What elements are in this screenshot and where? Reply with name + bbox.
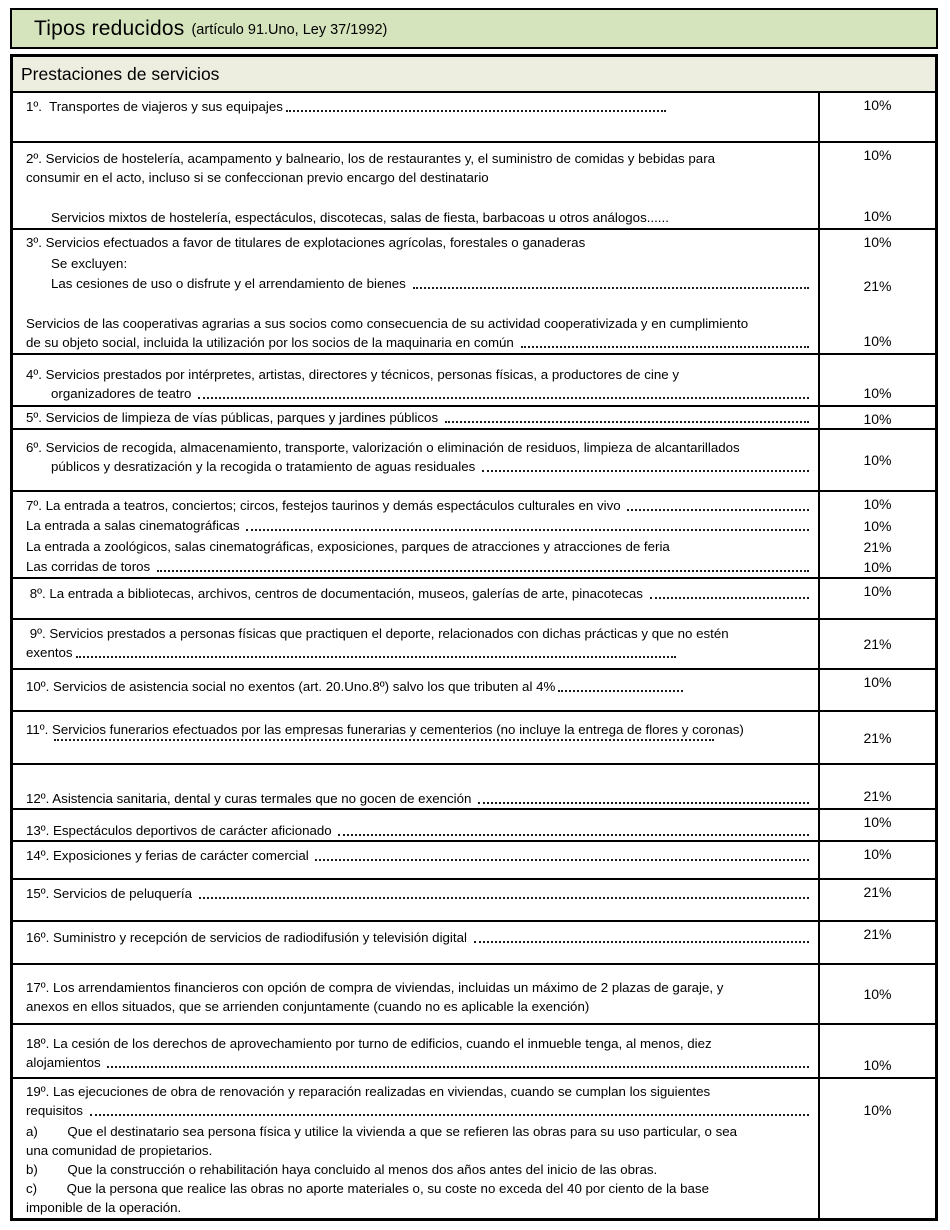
table-row xyxy=(13,763,935,808)
table-row xyxy=(13,141,935,228)
rate-cell xyxy=(820,620,935,668)
line-text: 5º. Servicios de limpieza de vías públicas, parques y jardines públicos xyxy=(26,410,442,425)
dot-leader xyxy=(627,509,809,511)
table-row xyxy=(13,577,935,618)
line-text: 7º. La entrada a teatros, conciertos; circos, festejos taurinos y demás espectáculos culturales en vivo xyxy=(26,498,625,513)
rate-cell xyxy=(820,557,935,577)
rate-value: 21% xyxy=(863,884,892,900)
column-divider xyxy=(818,880,820,920)
rate-cell xyxy=(820,670,935,710)
line-text: Servicios mixtos de hostelería, espectáculos, discotecas, salas de fiesta, barbacoas u otros análogos...... xyxy=(51,209,669,225)
column-divider xyxy=(818,430,820,490)
text-line xyxy=(26,1160,812,1179)
row-block xyxy=(13,407,935,428)
row-text-cell xyxy=(13,712,820,763)
line-text: 15º. Servicios de peluquería xyxy=(26,886,196,901)
dot-leader xyxy=(558,690,683,692)
rate-value: 10% xyxy=(863,583,892,599)
row-text-cell xyxy=(13,670,820,710)
table-row xyxy=(13,808,935,840)
text-line xyxy=(26,1082,812,1101)
row-block xyxy=(13,842,935,878)
rate-value: 10% xyxy=(863,147,892,163)
spacer-line xyxy=(26,187,812,207)
table-row xyxy=(13,93,935,141)
table-row xyxy=(13,963,935,1023)
row-block xyxy=(13,208,935,229)
text-line xyxy=(26,643,812,662)
line-text: 2º. Servicios de hostelería, acampamento y balneario, los de restaurantes y, el suministro de comidas y bebidas para xyxy=(26,151,716,166)
text-line xyxy=(26,978,812,997)
row-block xyxy=(13,922,935,963)
line-text: 6º. Servicios de recogida, almacenamiento, transporte, valorización o eliminación de residuos, limpieza de alcantarillados xyxy=(26,440,740,455)
rate-cell xyxy=(820,492,935,516)
rate-value: 10% xyxy=(863,518,892,535)
rate-value: 10% xyxy=(863,333,892,349)
rate-value: 21% xyxy=(863,538,892,555)
text-line xyxy=(26,1141,812,1160)
rate-cell xyxy=(820,208,935,229)
title-bar xyxy=(10,8,938,49)
text-line xyxy=(26,314,812,333)
line-text: exentos xyxy=(26,645,73,660)
text-line xyxy=(26,1179,812,1198)
rate-cell xyxy=(820,537,935,557)
rate-value: 21% xyxy=(863,636,892,652)
text-line xyxy=(26,884,812,903)
column-divider xyxy=(818,230,820,353)
line-text: 12º. Asistencia sanitaria, dental y curas termales que no gocen de exención xyxy=(26,791,476,806)
section-header xyxy=(13,57,935,93)
row-text-cell xyxy=(13,296,820,354)
line-text: Se excluyen: xyxy=(51,255,128,271)
row-text-cell xyxy=(13,208,820,229)
rates-table-container xyxy=(10,54,938,1221)
row-text-cell xyxy=(13,537,820,557)
dot-leader xyxy=(286,110,666,112)
row-text-cell xyxy=(13,516,820,536)
rate-cell xyxy=(820,922,935,963)
text-line xyxy=(26,97,812,116)
column-divider xyxy=(818,620,820,668)
rate-value: 10% xyxy=(863,97,892,113)
text-line xyxy=(26,537,812,556)
rate-value: 21% xyxy=(863,729,892,746)
rate-cell xyxy=(820,810,935,840)
table-row xyxy=(13,668,935,710)
rate-value: 10% xyxy=(863,986,892,1002)
rate-cell xyxy=(820,274,935,296)
dot-leader xyxy=(482,470,809,472)
line-text: 1º. Transportes de viajeros y sus equipajes xyxy=(26,99,283,114)
row-block xyxy=(13,670,935,710)
table-row xyxy=(13,405,935,428)
dot-leader xyxy=(478,802,809,804)
dot-leader xyxy=(90,1114,809,1116)
dot-leader xyxy=(521,346,809,348)
column-divider xyxy=(818,492,820,577)
text-line xyxy=(26,846,812,865)
row-block xyxy=(13,557,935,577)
line-text: 16º. Suministro y recepción de servicios de radiodifusión y televisión digital xyxy=(26,930,471,945)
dot-leader xyxy=(650,597,809,599)
rate-value: 10% xyxy=(863,411,892,427)
rate-value: 10% xyxy=(863,234,892,250)
dot-leader xyxy=(199,897,809,899)
text-line xyxy=(26,677,812,696)
text-line xyxy=(26,254,812,273)
table-row xyxy=(13,428,935,490)
spacer-line xyxy=(26,739,812,745)
line-text: Servicios de las cooperativas agrarias a sus socios como consecuencia de su actividad cooperativizada y en cumplimiento xyxy=(26,315,749,331)
row-text-cell xyxy=(13,1079,820,1122)
rate-value: 10% xyxy=(863,452,892,468)
text-line xyxy=(26,1101,812,1120)
row-block xyxy=(13,880,935,920)
row-block xyxy=(13,254,935,275)
column-divider xyxy=(818,93,820,141)
column-divider xyxy=(818,810,820,840)
table-row xyxy=(13,878,935,920)
page-title-subtext: (artículo 91.Uno, Ley 37/1992) xyxy=(191,22,388,38)
row-block xyxy=(13,1025,935,1077)
row-block xyxy=(13,296,935,354)
text-line xyxy=(26,408,812,427)
table-row xyxy=(13,710,935,763)
column-divider xyxy=(818,407,820,428)
text-line xyxy=(26,233,812,252)
row-text-cell xyxy=(13,93,820,141)
line-text: anexos en ellos situados, que se arrienden conjuntamente (cuando no es aplicable la exención) xyxy=(26,999,590,1014)
row-block xyxy=(13,274,935,296)
text-line xyxy=(26,496,812,515)
rate-cell xyxy=(820,1025,935,1077)
rate-cell xyxy=(820,516,935,536)
row-text-cell xyxy=(13,274,820,296)
line-text: alojamientos xyxy=(26,1055,105,1070)
row-block xyxy=(13,579,935,618)
table-row xyxy=(13,1077,935,1218)
line-text: públicos y desratización y la recogida o tratamiento de aguas residuales xyxy=(51,459,479,474)
row-block xyxy=(13,355,935,405)
table-row xyxy=(13,1023,935,1077)
rate-cell xyxy=(820,965,935,1023)
text-line xyxy=(26,208,812,227)
line-text: imponible de la operación. xyxy=(26,1199,182,1215)
rate-cell xyxy=(820,765,935,808)
row-text-cell xyxy=(13,355,820,405)
line-text: 13º. Espectáculos deportivos de carácter aficionado xyxy=(26,823,336,838)
line-text: 8º. La entrada a bibliotecas, archivos, centros de documentación, museos, galerías de arte, pinacotecas xyxy=(26,586,647,601)
spacer-line xyxy=(26,296,812,314)
text-line xyxy=(26,720,812,739)
rate-cell xyxy=(820,880,935,920)
dot-leader xyxy=(246,529,809,531)
rate-cell xyxy=(820,430,935,490)
line-text: 11º. Servicios funerarios efectuados por las empresas funerarias y cementerios (no incluye la entrega de flores y coronas) xyxy=(26,722,744,737)
row-text-cell xyxy=(13,143,820,208)
row-text-cell xyxy=(13,765,820,808)
row-text-cell xyxy=(13,620,820,668)
line-text: organizadores de teatro xyxy=(51,386,196,401)
text-line xyxy=(26,789,812,808)
column-divider xyxy=(818,579,820,618)
text-line xyxy=(26,457,812,476)
rate-value: 10% xyxy=(863,814,892,830)
row-text-cell xyxy=(13,922,820,963)
rate-cell xyxy=(820,143,935,208)
column-divider xyxy=(818,765,820,808)
rates-table xyxy=(13,93,935,1218)
document-page xyxy=(10,8,938,1221)
table-row xyxy=(13,490,935,577)
line-text: 9º. Servicios prestados a personas físicas que practiquen el deporte, relacionados con dichas prácticas y que no estén xyxy=(26,626,729,641)
column-divider xyxy=(818,143,820,228)
row-text-cell xyxy=(13,407,820,428)
table-row xyxy=(13,618,935,668)
row-block xyxy=(13,712,935,763)
line-text: La entrada a zoológicos, salas cinematográficas, exposiciones, parques de atracciones y atracciones de feria xyxy=(26,538,670,554)
rate-value: 21% xyxy=(863,926,892,942)
rate-cell xyxy=(820,254,935,275)
table-row xyxy=(13,228,935,353)
dot-leader xyxy=(315,859,809,861)
line-text: requisitos xyxy=(26,1103,87,1118)
line-text: c) Que la persona que realice las obras no aporte materiales o, su coste no exceda del 40 por ciento de la base xyxy=(26,1180,709,1196)
row-text-cell xyxy=(13,557,820,577)
rate-value: 10% xyxy=(863,385,892,401)
rate-value: 10% xyxy=(863,558,892,575)
row-block xyxy=(13,230,935,254)
text-line xyxy=(26,1034,812,1053)
dot-leader xyxy=(107,1066,809,1068)
rate-cell xyxy=(820,407,935,428)
row-block xyxy=(13,516,935,536)
column-divider xyxy=(818,842,820,878)
line-text: una comunidad de propietarios. xyxy=(26,1142,213,1158)
rate-value: 10% xyxy=(863,1057,892,1073)
rate-cell xyxy=(820,579,935,618)
dot-leader xyxy=(445,421,809,423)
text-line xyxy=(26,516,812,535)
line-text: 17º. Los arrendamientos financieros con opción de compra de viviendas, incluidas un máximo de 2 plazas de garaje, y xyxy=(26,980,724,995)
rate-cell xyxy=(820,355,935,405)
row-text-cell xyxy=(13,880,820,920)
text-line xyxy=(26,584,812,603)
text-line xyxy=(26,1198,812,1217)
line-text: a) Que el destinatario sea persona física y utilice la vivienda a que se refieren las obras para su uso particular, o sea xyxy=(26,1123,738,1139)
text-line xyxy=(26,928,812,947)
rate-cell xyxy=(820,296,935,354)
dot-leader xyxy=(76,656,676,658)
row-block xyxy=(13,620,935,668)
text-line xyxy=(26,333,812,352)
dot-leader xyxy=(54,739,714,741)
line-text: 14º. Exposiciones y ferias de carácter comercial xyxy=(26,848,313,863)
section-title: Prestaciones de servicios xyxy=(21,63,220,84)
rate-value: 10% xyxy=(863,1101,892,1118)
line-text: consumir en el acto, incluso si se confeccionan previo encargo del destinatario xyxy=(26,170,489,185)
dot-leader xyxy=(157,570,809,572)
line-text: 10º. Servicios de asistencia social no exentos (art. 20.Uno.8º) salvo los que tributen al 4% xyxy=(26,679,556,694)
text-line xyxy=(26,624,812,643)
text-line xyxy=(26,384,812,403)
row-block xyxy=(13,143,935,208)
text-line xyxy=(26,997,812,1016)
dot-leader xyxy=(338,834,809,836)
rate-cell xyxy=(820,1122,935,1219)
row-text-cell xyxy=(13,965,820,1023)
row-text-cell xyxy=(13,230,820,254)
row-text-cell xyxy=(13,1025,820,1077)
rate-cell xyxy=(820,230,935,254)
line-text: Las cesiones de uso o disfrute y el arrendamiento de bienes xyxy=(51,276,410,291)
dot-leader xyxy=(413,287,810,289)
rate-cell xyxy=(820,712,935,763)
text-line xyxy=(26,438,812,457)
text-line xyxy=(26,1053,812,1072)
column-divider xyxy=(818,355,820,405)
line-text: de su objeto social, incluida la utilización por los socios de la maquinaria en común xyxy=(26,334,518,350)
dot-leader xyxy=(474,941,809,943)
row-block xyxy=(13,810,935,840)
row-text-cell xyxy=(13,842,820,878)
text-line xyxy=(26,821,812,840)
rate-value: 10% xyxy=(863,674,892,690)
column-divider xyxy=(818,712,820,763)
text-line xyxy=(26,274,812,293)
row-text-cell xyxy=(13,430,820,490)
text-line xyxy=(26,168,812,187)
table-row xyxy=(13,353,935,405)
rate-value: 10% xyxy=(863,846,892,862)
table-row xyxy=(13,840,935,878)
row-text-cell xyxy=(13,1122,820,1219)
text-line xyxy=(26,149,812,168)
rate-value: 10% xyxy=(863,208,892,224)
row-block xyxy=(13,1122,935,1219)
column-divider xyxy=(818,1079,820,1218)
row-text-cell xyxy=(13,579,820,618)
row-block xyxy=(13,965,935,1023)
line-text: b) Que la construcción o rehabilitación haya concluido al menos dos años antes del inicio de las obras. xyxy=(26,1161,658,1177)
line-text: La entrada a salas cinematográficas xyxy=(26,518,244,534)
row-block xyxy=(13,93,935,141)
page-title: Tipos reducidos xyxy=(34,16,185,40)
row-text-cell xyxy=(13,254,820,275)
rate-cell xyxy=(820,842,935,878)
row-block xyxy=(13,1079,935,1122)
row-text-cell xyxy=(13,492,820,516)
row-block xyxy=(13,492,935,516)
rate-value: 10% xyxy=(863,496,892,512)
rate-cell xyxy=(820,93,935,141)
line-text: Las corridas de toros xyxy=(26,558,154,574)
dot-leader xyxy=(198,397,809,399)
text-line xyxy=(26,365,812,384)
column-divider xyxy=(818,922,820,963)
row-block xyxy=(13,430,935,490)
line-text: 3º. Servicios efectuados a favor de titulares de explotaciones agrícolas, forestales o ganaderas xyxy=(26,235,586,250)
line-text: 4º. Servicios prestados por intérpretes, artistas, directores y técnicos, personas físicas, a productores de cine y xyxy=(26,367,680,382)
column-divider xyxy=(818,965,820,1023)
rate-value: 21% xyxy=(863,278,892,294)
column-divider xyxy=(818,1025,820,1077)
table-row xyxy=(13,920,935,963)
column-divider xyxy=(818,670,820,710)
rate-cell xyxy=(820,1079,935,1122)
row-block xyxy=(13,765,935,808)
line-text: 19º. Las ejecuciones de obra de renovación y reparación realizadas en viviendas, cuando se cumplan los siguientes xyxy=(26,1084,711,1099)
row-text-cell xyxy=(13,810,820,840)
line-text: 18º. La cesión de los derechos de aprovechamiento por turno de edificios, cuando el inmueble tenga, al menos, diez xyxy=(26,1036,712,1051)
text-line xyxy=(26,1122,812,1141)
row-block xyxy=(13,537,935,557)
rate-value: 21% xyxy=(863,788,892,804)
text-line xyxy=(26,557,812,576)
